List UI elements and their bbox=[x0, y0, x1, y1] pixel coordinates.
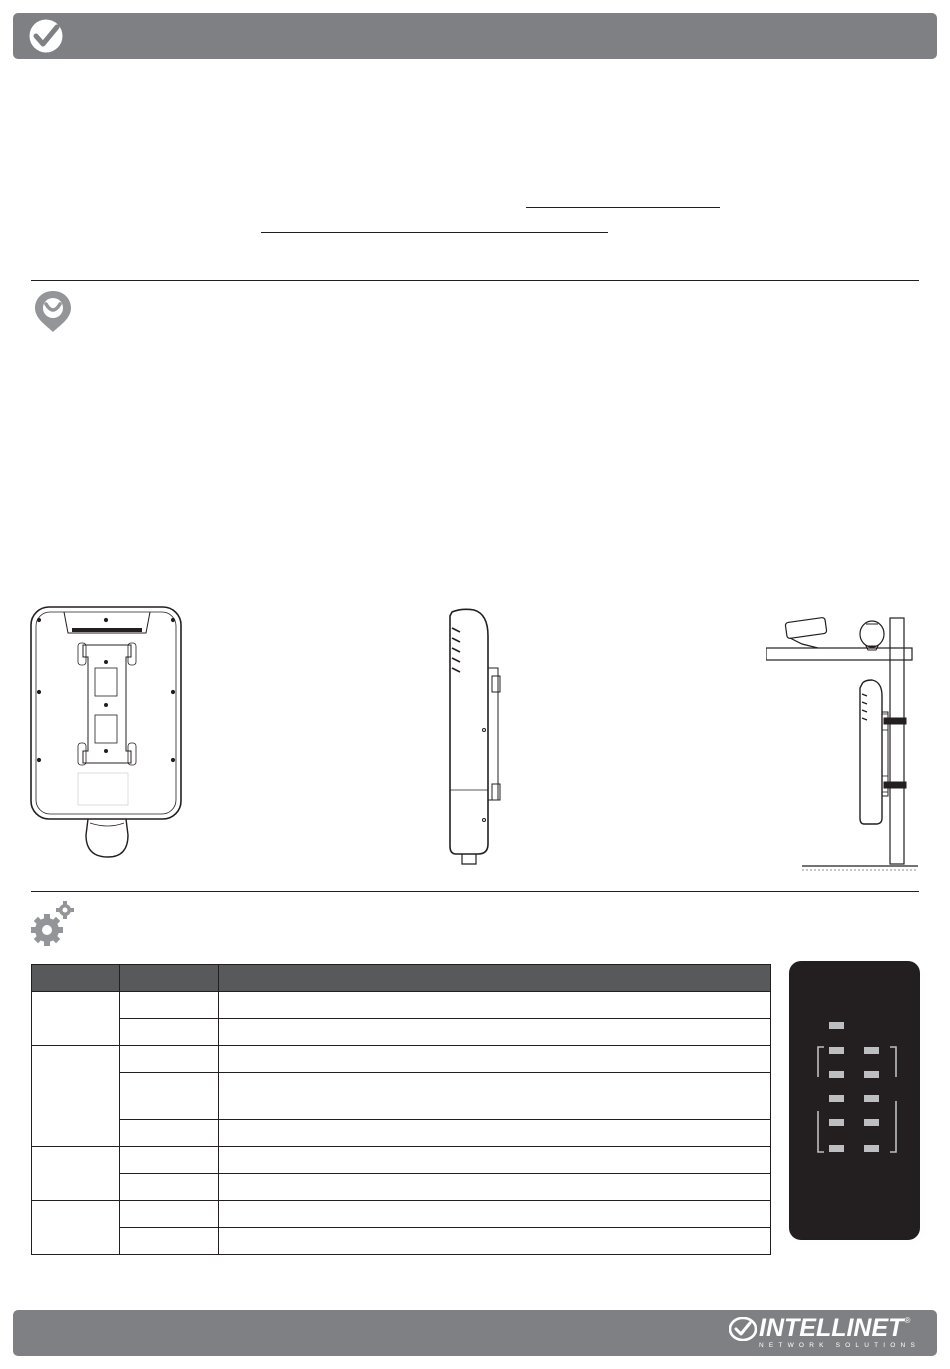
column-header bbox=[32, 965, 120, 992]
led-indicator bbox=[829, 1022, 844, 1029]
led-indicator bbox=[829, 1071, 844, 1078]
checkmark-icon bbox=[27, 18, 65, 59]
led-state-cell bbox=[120, 1019, 219, 1046]
led-state-cell bbox=[120, 1120, 219, 1147]
led-indicator bbox=[864, 1145, 879, 1152]
led-status-table bbox=[31, 964, 771, 1255]
header-bar bbox=[13, 13, 937, 59]
led-name-cell bbox=[32, 1046, 120, 1147]
column-header bbox=[219, 965, 771, 992]
led-description-cell bbox=[219, 992, 771, 1019]
led-name-cell bbox=[32, 1201, 120, 1255]
logo-wordmark: INTELLINET bbox=[759, 1314, 904, 1342]
led-name-cell bbox=[32, 992, 120, 1046]
led-description-cell bbox=[219, 1228, 771, 1255]
led-description-cell bbox=[219, 1073, 771, 1120]
table-row bbox=[32, 1147, 771, 1174]
section-divider bbox=[31, 891, 919, 892]
led-description-cell bbox=[219, 1019, 771, 1046]
table-header-row bbox=[32, 965, 771, 992]
table-row bbox=[32, 1073, 771, 1120]
gears-icon bbox=[30, 900, 76, 953]
table-row bbox=[32, 1201, 771, 1228]
intellinet-logo-icon bbox=[729, 1317, 757, 1341]
link-underline-1[interactable] bbox=[526, 207, 720, 208]
led-description-cell bbox=[219, 1046, 771, 1073]
led-indicator bbox=[829, 1095, 844, 1102]
led-indicator bbox=[829, 1145, 844, 1152]
table-row bbox=[32, 1228, 771, 1255]
logo-tagline: NETWORK SOLUTIONS bbox=[759, 1342, 920, 1349]
location-pin-icon bbox=[33, 289, 73, 338]
led-state-cell bbox=[120, 1228, 219, 1255]
led-name-cell bbox=[32, 1147, 120, 1201]
table-row bbox=[32, 1174, 771, 1201]
brand-logo bbox=[729, 1316, 920, 1349]
table-row bbox=[32, 1019, 771, 1046]
trademark-symbol: ® bbox=[904, 1316, 911, 1325]
led-state-cell bbox=[120, 1174, 219, 1201]
led-indicator bbox=[864, 1047, 879, 1054]
led-indicator bbox=[864, 1095, 879, 1102]
led-state-cell bbox=[120, 1046, 219, 1073]
led-state-cell bbox=[120, 1073, 219, 1120]
pole-mount-illustration bbox=[766, 612, 924, 879]
led-indicator bbox=[829, 1047, 844, 1054]
table-row bbox=[32, 992, 771, 1019]
led-description-cell bbox=[219, 1120, 771, 1147]
led-state-cell bbox=[120, 1201, 219, 1228]
led-panel-illustration bbox=[789, 961, 920, 1245]
table-row bbox=[32, 1120, 771, 1147]
led-description-cell bbox=[219, 1147, 771, 1174]
led-indicator bbox=[829, 1119, 844, 1126]
led-indicator bbox=[864, 1119, 879, 1126]
led-indicator bbox=[864, 1071, 879, 1078]
led-state-cell bbox=[120, 992, 219, 1019]
device-side-illustration bbox=[444, 608, 506, 873]
link-underline-2[interactable] bbox=[261, 232, 608, 233]
led-description-cell bbox=[219, 1174, 771, 1201]
table-row bbox=[32, 1046, 771, 1073]
column-header bbox=[120, 965, 219, 992]
section-divider bbox=[31, 280, 919, 281]
device-front-illustration bbox=[28, 605, 188, 870]
led-description-cell bbox=[219, 1201, 771, 1228]
led-state-cell bbox=[120, 1147, 219, 1174]
